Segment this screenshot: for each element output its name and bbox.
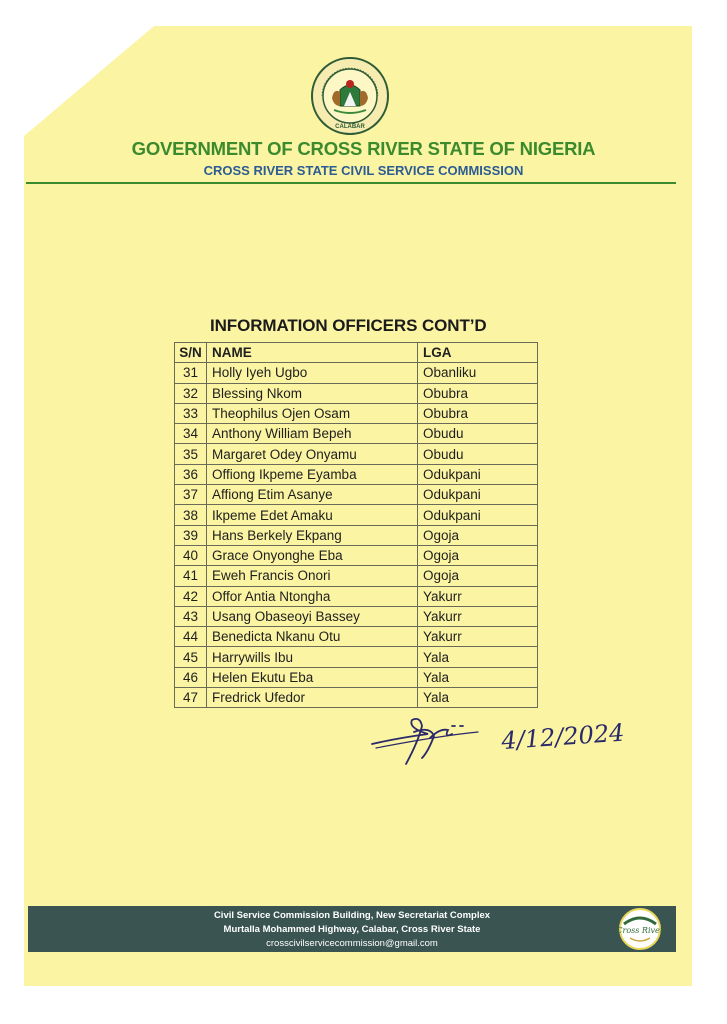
row-sn: 33 xyxy=(175,403,207,423)
table-row xyxy=(175,586,538,606)
row-sn: 35 xyxy=(175,444,207,464)
row-lga: Yala xyxy=(418,667,538,687)
row-name: Holly Iyeh Ugbo xyxy=(207,363,418,383)
table-row xyxy=(175,688,538,708)
logo-text: Cross River xyxy=(616,926,664,935)
row-lga: Obanliku xyxy=(418,363,538,383)
table-row xyxy=(175,444,538,464)
column-header-sn: S/N xyxy=(175,343,207,363)
table-header-row xyxy=(175,343,538,363)
row-lga: Ogoja xyxy=(418,525,538,545)
row-sn: 43 xyxy=(175,606,207,626)
state-seal xyxy=(310,56,390,136)
row-name: Ikpeme Edet Amaku xyxy=(207,505,418,525)
row-name: Usang Obaseoyi Bassey xyxy=(207,606,418,626)
document-heading: INFORMATION OFFICERS CONT’D xyxy=(210,316,487,335)
row-sn: 37 xyxy=(175,485,207,505)
table-row xyxy=(175,485,538,505)
row-name: Blessing Nkom xyxy=(207,383,418,403)
table-row xyxy=(175,566,538,586)
row-sn: 44 xyxy=(175,627,207,647)
footer-address-line2: Murtalla Mohammed Highway, Calabar, Cross River State xyxy=(223,924,481,935)
table-row xyxy=(175,667,538,687)
row-name: Eweh Francis Onori xyxy=(207,566,418,586)
column-header-lga: LGA xyxy=(418,343,538,363)
footer-address-line1: Civil Service Commission Building, New Secretariat Complex xyxy=(213,910,491,921)
row-sn: 39 xyxy=(175,525,207,545)
table-row xyxy=(175,525,538,545)
row-lga: Yakurr xyxy=(418,586,538,606)
seal-city: CALABAR xyxy=(335,124,365,130)
row-lga: Obudu xyxy=(418,424,538,444)
row-sn: 34 xyxy=(175,424,207,444)
footer-email: crosscivilservicecommission@gmail.com xyxy=(266,938,438,949)
table-row xyxy=(175,424,538,444)
footer-bar xyxy=(28,906,676,952)
row-name: Anthony William Bepeh xyxy=(207,424,418,444)
row-lga: Yala xyxy=(418,688,538,708)
row-name: Harrywills Ibu xyxy=(207,647,418,667)
row-name: Theophilus Ojen Osam xyxy=(207,403,418,423)
cross-river-logo xyxy=(614,906,666,952)
row-sn: 38 xyxy=(175,505,207,525)
row-lga: Obudu xyxy=(418,444,538,464)
row-name: Affiong Etim Asanye xyxy=(207,485,418,505)
row-sn: 31 xyxy=(175,363,207,383)
row-name: Offor Antia Ntongha xyxy=(207,586,418,606)
table-row xyxy=(175,403,538,423)
row-lga: Obubra xyxy=(418,383,538,403)
row-sn: 41 xyxy=(175,566,207,586)
table-row xyxy=(175,383,538,403)
row-lga: Odukpani xyxy=(418,485,538,505)
table-body xyxy=(175,363,538,708)
column-header-name: NAME xyxy=(207,343,418,363)
government-title: GOVERNMENT OF CROSS RIVER STATE OF NIGERIA xyxy=(131,138,596,159)
row-name: Grace Onyonghe Eba xyxy=(207,545,418,565)
row-name: Margaret Odey Onyamu xyxy=(207,444,418,464)
row-lga: Yala xyxy=(418,647,538,667)
row-name: Offiong Ikpeme Eyamba xyxy=(207,464,418,484)
table-row xyxy=(175,464,538,484)
officers-table xyxy=(174,342,538,708)
row-lga: Odukpani xyxy=(418,505,538,525)
commission-name: CROSS RIVER STATE CIVIL SERVICE COMMISSION xyxy=(203,163,524,178)
table-row xyxy=(175,545,538,565)
table-row xyxy=(175,363,538,383)
table-row xyxy=(175,606,538,626)
row-sn: 45 xyxy=(175,647,207,667)
row-name: Hans Berkely Ekpang xyxy=(207,525,418,545)
header-divider xyxy=(26,182,676,184)
signature-date: 4/12/2024 xyxy=(500,718,626,756)
table-row xyxy=(175,647,538,667)
table-row xyxy=(175,627,538,647)
row-sn: 36 xyxy=(175,464,207,484)
row-lga: Yakurr xyxy=(418,606,538,626)
row-sn: 40 xyxy=(175,545,207,565)
table-row xyxy=(175,505,538,525)
row-lga: Ogoja xyxy=(418,545,538,565)
row-lga: Obubra xyxy=(418,403,538,423)
row-lga: Odukpani xyxy=(418,464,538,484)
row-sn: 42 xyxy=(175,586,207,606)
row-lga: Yakurr xyxy=(418,627,538,647)
handwritten-signature xyxy=(368,708,628,772)
row-sn: 47 xyxy=(175,688,207,708)
row-sn: 46 xyxy=(175,667,207,687)
row-name: Benedicta Nkanu Otu xyxy=(207,627,418,647)
row-lga: Ogoja xyxy=(418,566,538,586)
row-sn: 32 xyxy=(175,383,207,403)
row-name: Helen Ekutu Eba xyxy=(207,667,418,687)
row-name: Fredrick Ufedor xyxy=(207,688,418,708)
